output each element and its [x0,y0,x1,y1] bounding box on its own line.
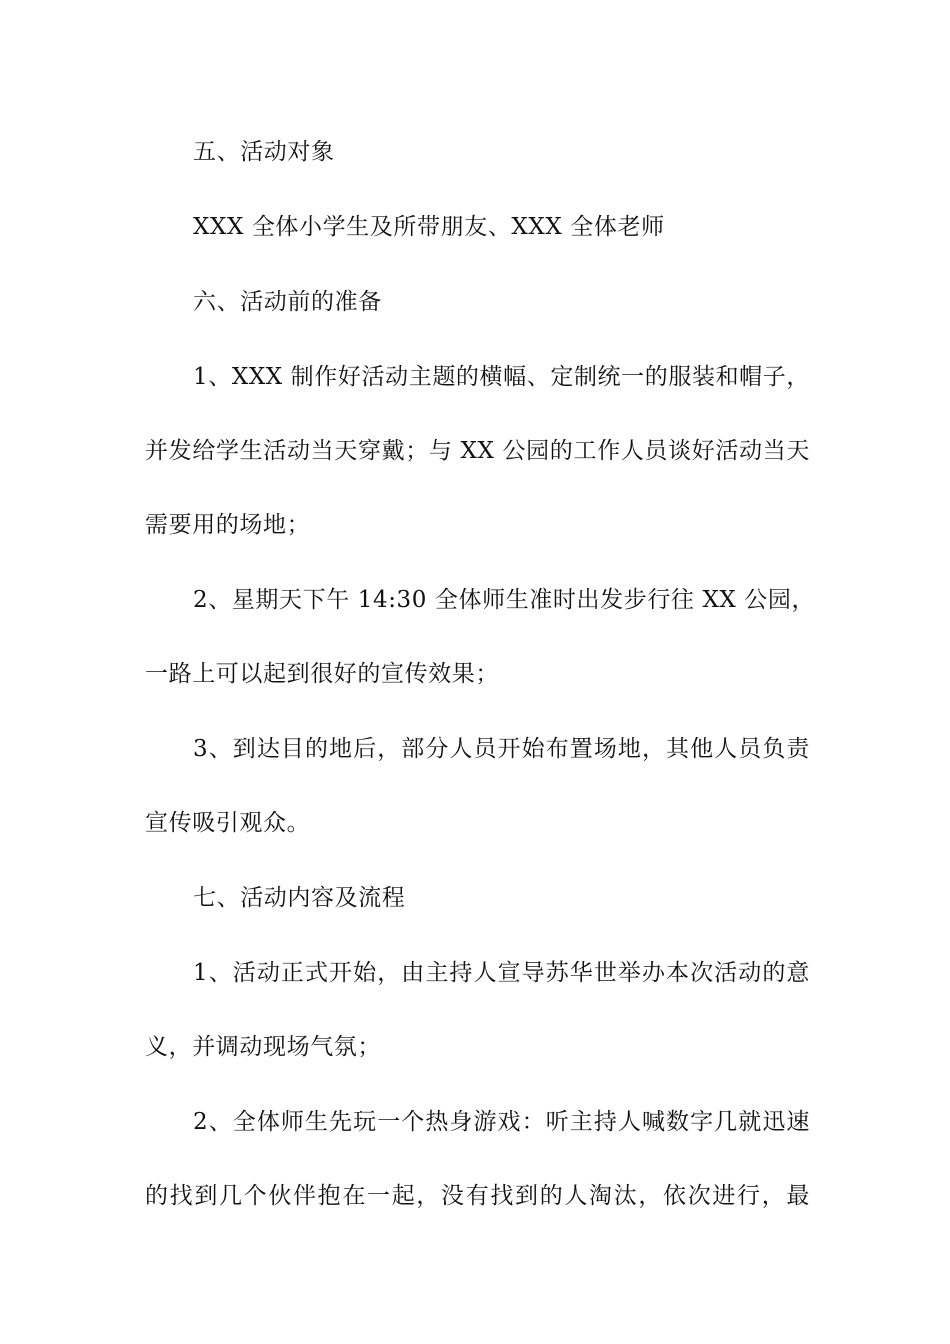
section-heading-activity-content: 七、活动内容及流程 [193,885,406,911]
paragraph-line: XXX 全体小学生及所带朋友、XXX 全体老师 [193,214,665,240]
paragraph-line: 并发给学生活动当天穿戴；与 XX 公园的工作人员谈好活动当天 [145,438,810,464]
paragraph-line: 2、星期天下午 14:30 全体师生准时出发步行往 XX 公园， [193,587,816,613]
paragraph-line: 宣传吸引观众。 [145,810,311,836]
paragraph-line: 需要用的场地； [145,512,311,538]
paragraph-line: 1、活动正式开始，由主持人宣导苏华世举办本次活动的意 [193,960,810,986]
paragraph-line: 的找到几个伙伴抱在一起，没有找到的人淘汰，依次进行，最 [145,1183,810,1209]
section-heading-target-audience: 五、活动对象 [193,139,335,165]
paragraph-line: 1、XXX 制作好活动主题的横幅、定制统一的服装和帽子， [193,364,810,390]
section-heading-preparation: 六、活动前的准备 [193,289,382,315]
paragraph-line: 义，并调动现场气氛； [145,1034,381,1060]
paragraph-line: 3、到达目的地后，部分人员开始布置场地，其他人员负责 [193,736,810,762]
paragraph-line: 2、全体师生先玩一个热身游戏：听主持人喊数字几就迅速 [193,1109,810,1135]
paragraph-line: 一路上可以起到很好的宣传效果； [145,661,499,687]
